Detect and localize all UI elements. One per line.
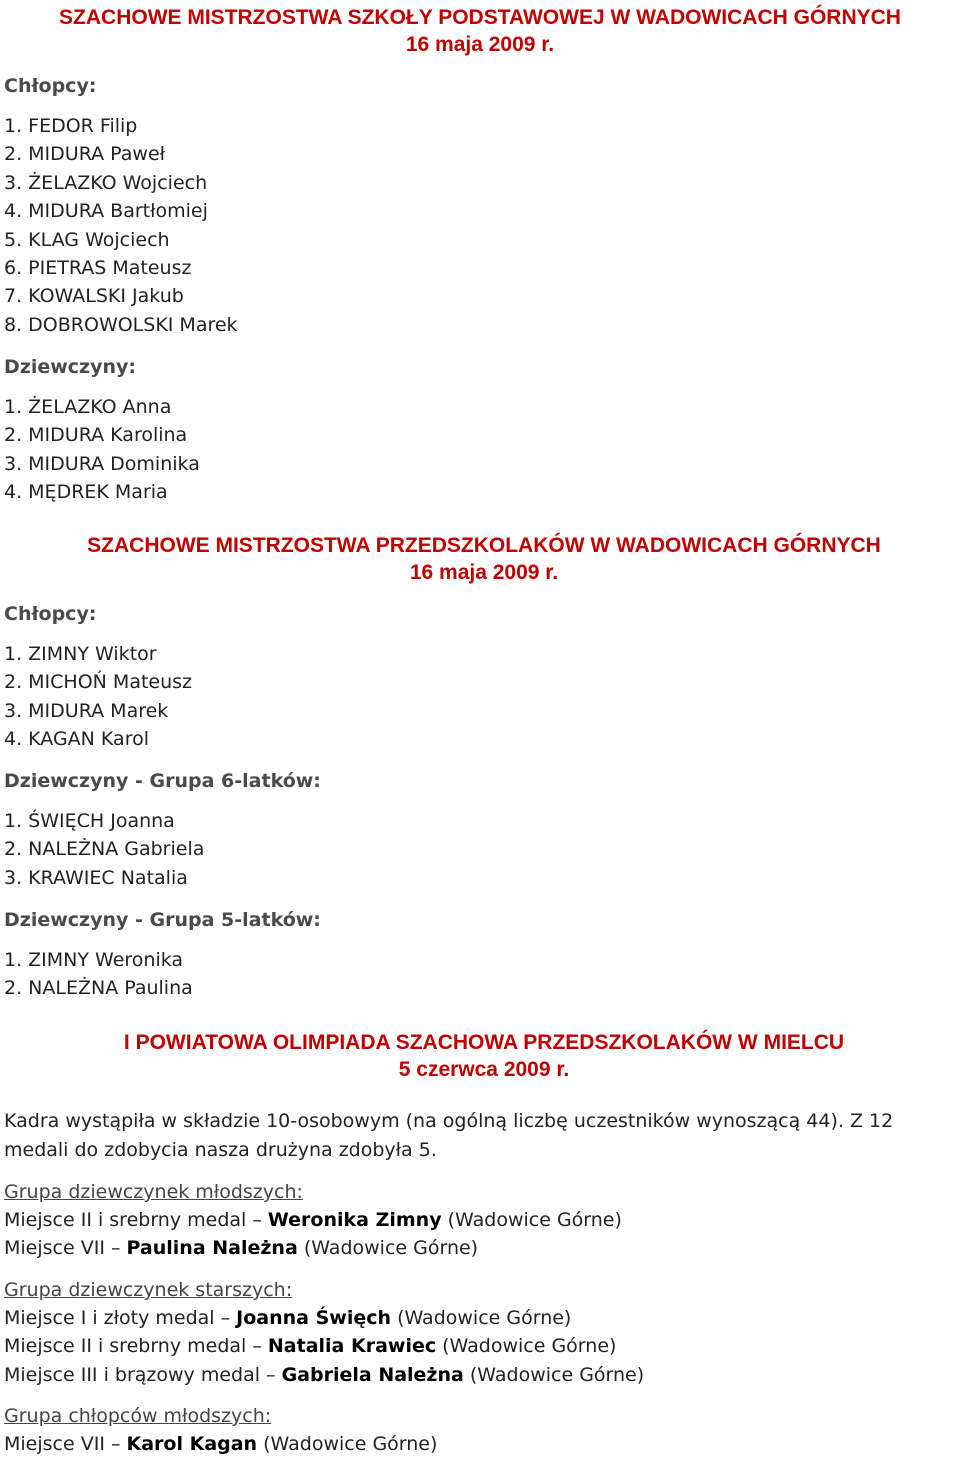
- preschool-boys-list: [4, 640, 192, 754]
- olympiad-date: 5 czerwca 2009 r.: [398, 1058, 570, 1081]
- result-person: Weronika Zimny: [267, 1209, 442, 1231]
- result-row: Miejsce I i złoty medal – Joanna Święch (Wadowice Górne): [4, 1307, 572, 1329]
- list-item: 4. MĘDREK Maria: [4, 481, 168, 504]
- list-item: 4. MIDURA Bartłomiej: [4, 200, 208, 223]
- school-championship-date: 16 maja 2009 r.: [405, 33, 555, 56]
- list-item: 1. ŚWIĘCH Joanna: [4, 810, 175, 832]
- group-younger-girls-results: [4, 1206, 622, 1263]
- result-row: Miejsce II i srebrny medal – Weronika Zimny (Wadowice Górne): [4, 1209, 622, 1231]
- school-championship-title: [0, 4, 960, 58]
- list-item: 8. DOBROWOLSKI Marek: [4, 313, 238, 336]
- preschool-championship-title: [0, 532, 960, 586]
- preschool-girls6-heading: Dziewczyny - Grupa 6-latków:: [4, 770, 321, 792]
- list-item: 1. FEDOR Filip: [4, 115, 138, 137]
- result-person: Karol Kagan: [126, 1433, 258, 1455]
- list-item: 1. ZIMNY Weronika: [4, 949, 184, 971]
- result-row: Miejsce II i srebrny medal – Natalia Krawiec (Wadowice Górne): [4, 1335, 617, 1358]
- result-row: Miejsce VII – Karol Kagan (Wadowice Górne): [4, 1433, 438, 1455]
- result-person: Joanna Święch: [236, 1307, 392, 1329]
- list-item: 2. NALEŻNA Paulina: [4, 977, 193, 1000]
- list-item: 5. KLAG Wojciech: [4, 228, 170, 251]
- list-item: 4. KAGAN Karol: [4, 728, 149, 751]
- result-row: Miejsce VII – Paulina Należna (Wadowice Górne): [4, 1237, 479, 1260]
- list-item: 3. KRAWIEC Natalia: [4, 866, 188, 889]
- list-item: 1. ŻELAZKO Anna: [4, 396, 172, 418]
- list-item: 3. MIDURA Dominika: [4, 452, 200, 475]
- olympiad-title-text: I POWIATOWA OLIMPIADA SZACHOWA PRZEDSZKOLAKÓW W MIELCU: [123, 1031, 845, 1054]
- list-item: 3. MIDURA Marek: [4, 699, 169, 722]
- list-item: 6. PIETRAS Mateusz: [4, 257, 192, 280]
- list-item: 1. ZIMNY Wiktor: [4, 643, 157, 665]
- school-boys-list: [4, 112, 238, 339]
- school-boys-heading: Chłopcy:: [4, 75, 97, 97]
- preschool-girls5-heading: Dziewczyny - Grupa 5-latków:: [4, 909, 321, 931]
- list-item: 2. NALEŻNA Gabriela: [4, 838, 205, 861]
- list-item: 3. ŻELAZKO Wojciech: [4, 171, 208, 194]
- olympiad-summary: Kadra wystąpiła w składzie 10-osobowym (na ogólną liczbę uczestników wynoszącą 44). Z 12 medali do zdobycia nasza drużyna zdobyła 5.: [4, 1110, 894, 1161]
- list-item: 2. MICHOŃ Mateusz: [4, 671, 193, 694]
- list-item: 2. MIDURA Karolina: [4, 424, 188, 447]
- list-item: 7. KOWALSKI Jakub: [4, 285, 184, 308]
- group-younger-boys-results: [4, 1430, 437, 1458]
- school-girls-heading: Dziewczyny:: [4, 356, 136, 378]
- preschool-boys-heading: Chłopcy:: [4, 603, 97, 625]
- preschool-girls6-list: [4, 807, 204, 892]
- group-older-girls-heading: Grupa dziewczynek starszych:: [4, 1279, 293, 1301]
- result-person: Natalia Krawiec: [267, 1335, 437, 1358]
- school-girls-list: [4, 393, 200, 507]
- group-younger-boys-heading: Grupa chłopców młodszych:: [4, 1405, 272, 1427]
- olympiad-title: [0, 1029, 960, 1083]
- list-item: 2. MIDURA Paweł: [4, 143, 166, 166]
- preschool-girls5-list: [4, 946, 193, 1003]
- result-row: Miejsce III i brązowy medal – Gabriela Należna (Wadowice Górne): [4, 1363, 645, 1386]
- school-championship-title-text: SZACHOWE MISTRZOSTWA SZKOŁY PODSTAWOWEJ W WADOWICACH GÓRNYCH: [59, 6, 901, 29]
- preschool-championship-title-text: SZACHOWE MISTRZOSTWA PRZEDSZKOLAKÓW W WADOWICACH GÓRNYCH: [87, 534, 881, 557]
- result-person: Paulina Należna: [126, 1237, 298, 1260]
- group-older-girls-results: [4, 1304, 644, 1389]
- result-person: Gabriela Należna: [281, 1363, 464, 1386]
- group-younger-girls-heading: Grupa dziewczynek młodszych:: [4, 1181, 303, 1203]
- preschool-championship-date: 16 maja 2009 r.: [409, 561, 559, 584]
